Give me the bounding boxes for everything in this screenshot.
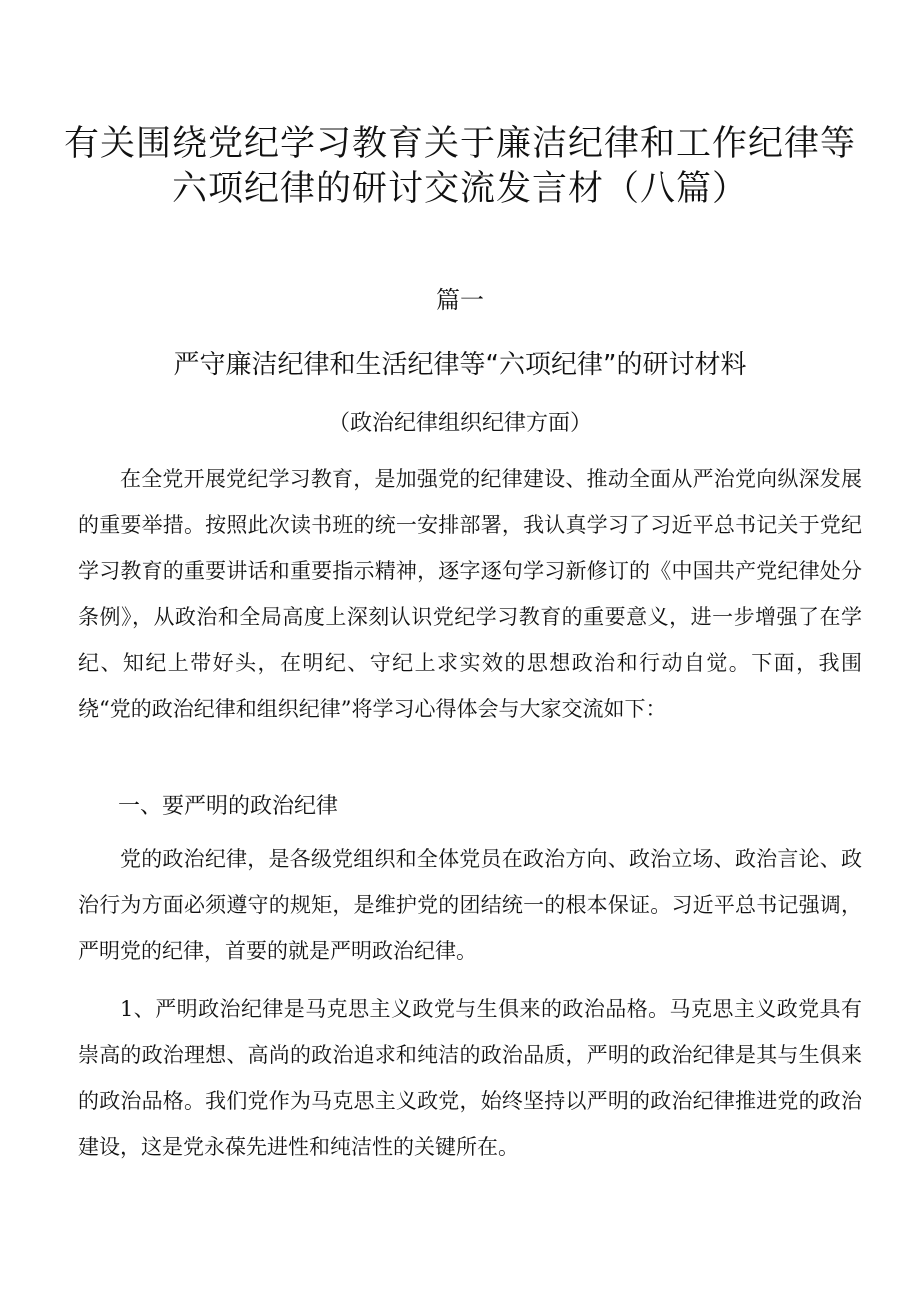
section-heading-political-discipline: 一、要严明的政治纪律 [118, 794, 339, 819]
section-label: 篇一 [436, 286, 484, 314]
body-paragraph-point-1: 1、严明政治纪律是马克思主义政党与生俱来的政治品格。马克思主义政党具有崇高的政治理想、高尚的政治追求和纯洁的政治品质，严明的政治纪律是其与生俱来的政治品格。我们党作为马克思主义政党，始终坚持以严明的政治纪律推进党的政治建设，这是党永葆先进性和纯洁性的关键所在。 [78, 997, 862, 1159]
section-subtitle: 严守廉洁纪律和生活纪律等“六项纪律”的研讨材料 [173, 350, 747, 380]
document-title-line-2: 六项纪律的研讨交流发言材（八篇） [171, 169, 748, 209]
body-paragraph-political-discipline: 党的政治纪律，是各级党组织和全体党员在政治方向、政治立场、政治言论、政治行为方面必须遵守的规矩，是维护党的团结统一的根本保证。习近平总书记强调，严明党的纪律，首要的就是严明政治纪律。 [78, 847, 862, 963]
document-title-line-1: 有关围绕党纪学习教育关于廉洁纪律和工作纪律等 [63, 124, 856, 164]
body-paragraph-intro: 在全党开展党纪学习教育，是加强党的纪律建设、推动全面从严治党向纵深发展的重要举措。按照此次读书班的统一安排部署，我认真学习了习近平总书记关于党纪学习教育的重要讲话和重要指示精神，逐字逐句学习新修订的《中国共产党纪律处分条例》，从政治和全局高度上深刻认识党纪学习教育的重要意义，进一步增强了在学纪、知纪上带好头，在明纪、守纪上求实效的思想政治和行动自觉。下面，我围绕“党的政治纪律和组织纪律”将学习心得体会与大家交流如下： [78, 467, 862, 721]
section-subtitle-note: （政治纪律组织纪律方面） [327, 411, 592, 436]
